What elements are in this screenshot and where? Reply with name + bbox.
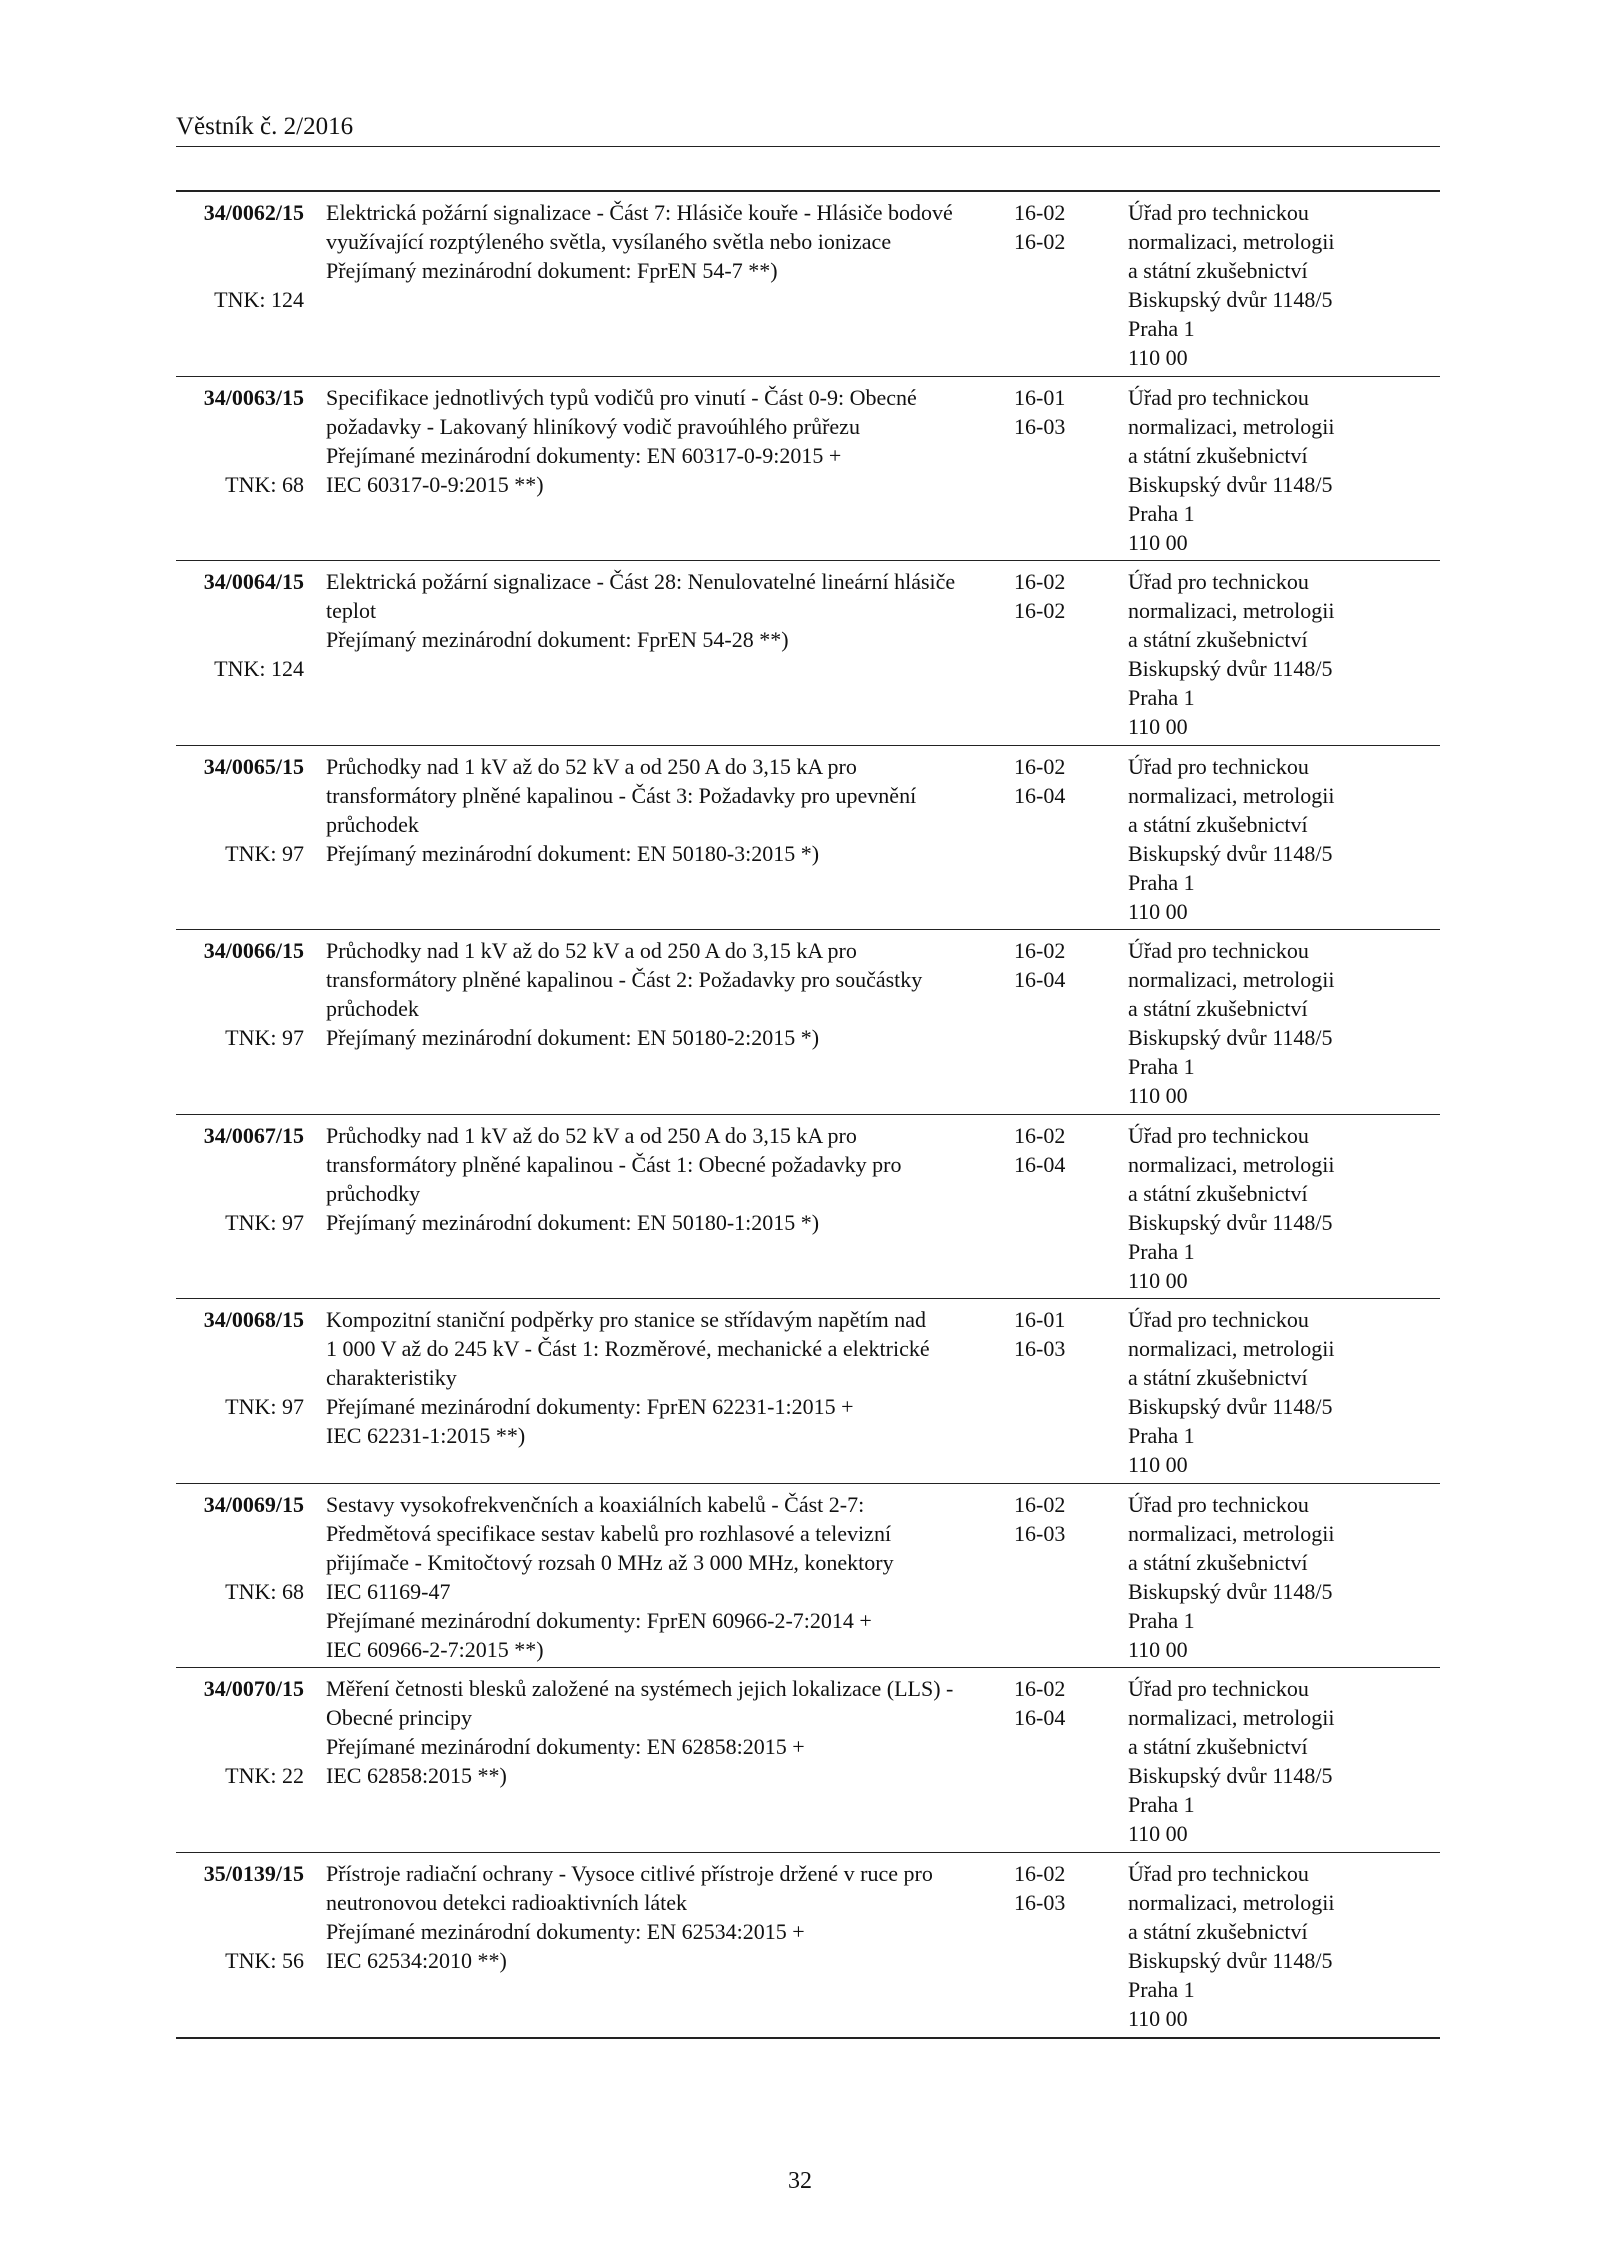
record-office-line: Praha 1: [1128, 1792, 1195, 1817]
page-number: 32: [788, 2168, 812, 2194]
record-office-line: a státní zkušebnictví: [1128, 1918, 1308, 1944]
record-office-line: normalizaci, metrologii: [1128, 1520, 1335, 1546]
record-office-line: 110 00: [1128, 2005, 1188, 2031]
record-title-line: Kompozitní staniční podpěrky pro stanice se střídavým napětím nad: [326, 1307, 926, 1332]
record-tnk: TNK: 97: [225, 1025, 304, 1050]
record-office-line: normalizaci, metrologii: [1128, 229, 1335, 254]
record-dates-cell: [1014, 377, 1100, 561]
table-row: [176, 1115, 1440, 1300]
record-date: 16-02: [1014, 1860, 1066, 1886]
record-office-line: Praha 1: [1128, 1607, 1195, 1633]
record-title-line: neutronovou detekci radioaktivních látek: [326, 1889, 688, 1915]
record-dates-cell: [1014, 1484, 1100, 1668]
record-id-cell: [176, 1115, 304, 1299]
record-office-line: Úřad pro technickou: [1128, 1676, 1309, 1701]
record-title-cell: [304, 1484, 1014, 1668]
table-row: [176, 561, 1440, 746]
record-title-cell: [304, 377, 1014, 561]
record-date: 16-04: [1014, 1151, 1066, 1177]
record-title-line: IEC 62534:2010 **): [326, 1947, 507, 1973]
record-office-line: a státní zkušebnictví: [1128, 811, 1308, 837]
record-date: 16-01: [1014, 1307, 1066, 1332]
record-title-line: Přístroje radiační ochrany - Vysoce citlivé přístroje držené v ruce pro: [326, 1860, 933, 1886]
record-date: 16-02: [1014, 1491, 1066, 1517]
record-title-cell: [304, 930, 1014, 1114]
record-id-cell: [176, 377, 304, 561]
record-office-line: Úřad pro technickou: [1128, 1307, 1309, 1332]
record-office-line: a státní zkušebnictví: [1128, 1734, 1308, 1759]
record-office-line: a státní zkušebnictví: [1128, 1549, 1308, 1575]
record-title-cell: [304, 1853, 1014, 2038]
record-office-line: Úřad pro technickou: [1128, 200, 1309, 225]
record-office-line: Praha 1: [1128, 1238, 1195, 1264]
record-date: 16-03: [1014, 1889, 1066, 1915]
record-title-line: Průchodky nad 1 kV až do 52 kV a od 250 A do 3,15 kA pro: [326, 938, 857, 963]
record-title-line: Sestavy vysokofrekvenčních a koaxiálních kabelů - Část 2-7:: [326, 1491, 865, 1517]
record-id-cell: [176, 1484, 304, 1668]
record-tnk: TNK: 97: [225, 1394, 304, 1419]
record-office-line: normalizaci, metrologii: [1128, 967, 1335, 992]
record-office-line: 110 00: [1128, 1267, 1188, 1293]
record-office-line: a státní zkušebnictví: [1128, 1180, 1308, 1206]
record-office-line: Úřad pro technickou: [1128, 1860, 1309, 1886]
record-title-line: transformátory plněné kapalinou - Část 1: Obecné požadavky pro: [326, 1151, 902, 1177]
record-title-line: Průchodky nad 1 kV až do 52 kV a od 250 A do 3,15 kA pro: [326, 1122, 857, 1148]
record-id-cell: [176, 561, 304, 745]
record-office-cell: [1100, 1484, 1335, 1668]
record-number: 34/0067/15: [203, 1122, 304, 1148]
record-office-line: Biskupský dvůr 1148/5: [1128, 656, 1333, 681]
record-title-line: Přejímané mezinárodní dokumenty: EN 62858:2015 +: [326, 1734, 805, 1759]
record-dates-cell: [1014, 746, 1100, 930]
record-office-line: Biskupský dvůr 1148/5: [1128, 471, 1333, 497]
record-office-line: 110 00: [1128, 345, 1188, 370]
record-title-line: přijímače - Kmitočtový rozsah 0 MHz až 3 000 MHz, konektory: [326, 1549, 894, 1575]
record-date: 16-01: [1014, 384, 1066, 410]
table-row: [176, 746, 1440, 931]
record-date: 16-02: [1014, 1122, 1066, 1148]
record-office-line: 110 00: [1128, 1821, 1188, 1846]
record-office-line: a státní zkušebnictví: [1128, 627, 1308, 652]
record-dates-cell: [1014, 1299, 1100, 1483]
record-title-cell: [304, 746, 1014, 930]
record-title-line: Elektrická požární signalizace - Část 28: Nenulovatelné lineární hlásiče: [326, 569, 956, 594]
record-office-line: normalizaci, metrologii: [1128, 1151, 1335, 1177]
record-office-line: 110 00: [1128, 529, 1188, 555]
table-row: [176, 930, 1440, 1115]
journal-title: Věstník č. 2/2016: [176, 113, 354, 140]
record-office-line: Praha 1: [1128, 685, 1195, 710]
record-title-cell: [304, 192, 1014, 376]
record-title-line: Přejímané mezinárodní dokumenty: FprEN 60966-2-7:2014 +: [326, 1607, 872, 1633]
record-title-line: Přejímaný mezinárodní dokument: EN 50180-2:2015 *): [326, 1025, 820, 1050]
record-number: 34/0064/15: [203, 569, 304, 594]
record-dates-cell: [1014, 1853, 1100, 2038]
record-title-line: využívající rozptýleného světla, vysílaného světla nebo ionizace: [326, 229, 892, 254]
record-office-line: Úřad pro technickou: [1128, 569, 1309, 594]
record-office-line: 110 00: [1128, 1636, 1188, 1662]
table-row: [176, 1299, 1440, 1484]
record-date: 16-02: [1014, 569, 1066, 594]
records-table: [176, 190, 1440, 2039]
record-office-line: Biskupský dvůr 1148/5: [1128, 287, 1333, 312]
record-tnk: TNK: 124: [214, 656, 304, 681]
record-office-line: Praha 1: [1128, 1976, 1195, 2002]
record-title-cell: [304, 1668, 1014, 1852]
record-office-line: Praha 1: [1128, 869, 1195, 895]
record-title-line: teplot: [326, 598, 377, 623]
record-tnk: TNK: 68: [225, 1578, 304, 1604]
record-office-line: Praha 1: [1128, 316, 1195, 341]
record-title-line: transformátory plněné kapalinou - Část 2: Požadavky pro součástky: [326, 967, 923, 992]
record-id-cell: [176, 1853, 304, 2038]
record-tnk: TNK: 22: [225, 1763, 304, 1788]
record-office-line: normalizaci, metrologii: [1128, 782, 1335, 808]
record-office-line: Praha 1: [1128, 1054, 1195, 1079]
record-title-line: Elektrická požární signalizace - Část 7: Hlásiče kouře - Hlásiče bodové: [326, 200, 953, 225]
record-office-line: Úřad pro technickou: [1128, 384, 1309, 410]
record-tnk: TNK: 68: [225, 471, 304, 497]
record-number: 34/0066/15: [203, 938, 304, 963]
record-id-cell: [176, 930, 304, 1114]
record-title-line: IEC 62858:2015 **): [326, 1763, 507, 1788]
record-title-line: Obecné principy: [326, 1705, 472, 1730]
record-date: 16-02: [1014, 938, 1066, 963]
table-row: [176, 192, 1440, 377]
record-title-line: Předmětová specifikace sestav kabelů pro rozhlasové a televizní: [326, 1520, 892, 1546]
record-office-cell: [1100, 930, 1335, 1114]
record-title-line: požadavky - Lakovaný hliníkový vodič pravoúhlého průřezu: [326, 413, 860, 439]
record-office-line: 110 00: [1128, 714, 1188, 739]
record-id-cell: [176, 1668, 304, 1852]
record-title-line: Specifikace jednotlivých typů vodičů pro vinutí - Část 0-9: Obecné: [326, 384, 917, 410]
record-office-line: Biskupský dvůr 1148/5: [1128, 1209, 1333, 1235]
record-date: 16-02: [1014, 1676, 1066, 1701]
record-office-line: normalizaci, metrologii: [1128, 1889, 1335, 1915]
record-title-line: průchodek: [326, 996, 419, 1021]
record-title-line: Přejímané mezinárodní dokumenty: EN 60317-0-9:2015 +: [326, 442, 842, 468]
record-office-line: Praha 1: [1128, 500, 1195, 526]
record-title-line: Měření četnosti blesků založené na systémech jejich lokalizace (LLS) -: [326, 1676, 954, 1701]
table-row: [176, 1668, 1440, 1853]
record-number: 35/0139/15: [203, 1860, 304, 1886]
record-number: 34/0065/15: [203, 753, 304, 779]
record-office-line: Úřad pro technickou: [1128, 1491, 1309, 1517]
record-tnk: TNK: 124: [214, 287, 304, 312]
record-office-line: Úřad pro technickou: [1128, 753, 1309, 779]
record-title-cell: [304, 1299, 1014, 1483]
record-number: 34/0069/15: [203, 1491, 304, 1517]
record-title-line: Přejímané mezinárodní dokumenty: FprEN 62231-1:2015 +: [326, 1394, 854, 1419]
record-office-cell: [1100, 192, 1335, 376]
record-title-line: Přejímaný mezinárodní dokument: FprEN 54-28 **): [326, 627, 789, 652]
record-id-cell: [176, 746, 304, 930]
record-title-line: průchodky: [326, 1180, 421, 1206]
record-tnk: TNK: 97: [225, 840, 304, 866]
record-office-cell: [1100, 1299, 1335, 1483]
record-title-line: IEC 62231-1:2015 **): [326, 1423, 526, 1448]
record-dates-cell: [1014, 1115, 1100, 1299]
record-office-line: normalizaci, metrologii: [1128, 413, 1335, 439]
record-office-line: Biskupský dvůr 1148/5: [1128, 1394, 1333, 1419]
record-office-cell: [1100, 1115, 1335, 1299]
page-header: [176, 112, 1440, 147]
record-office-line: normalizaci, metrologii: [1128, 1705, 1335, 1730]
record-dates-cell: [1014, 561, 1100, 745]
record-title-line: Přejímaný mezinárodní dokument: FprEN 54-7 **): [326, 258, 778, 283]
record-dates-cell: [1014, 930, 1100, 1114]
record-office-line: a státní zkušebnictví: [1128, 258, 1308, 283]
record-date: 16-04: [1014, 1705, 1066, 1730]
record-title-line: IEC 61169-47: [326, 1578, 451, 1604]
record-office-line: a státní zkušebnictví: [1128, 442, 1308, 468]
record-office-line: Biskupský dvůr 1148/5: [1128, 1578, 1333, 1604]
record-number: 34/0063/15: [203, 384, 304, 410]
record-number: 34/0062/15: [203, 200, 304, 225]
record-date: 16-03: [1014, 1336, 1066, 1361]
record-office-line: a státní zkušebnictví: [1128, 1365, 1308, 1390]
record-tnk: TNK: 97: [225, 1209, 304, 1235]
record-number: 34/0068/15: [203, 1307, 304, 1332]
table-row: [176, 1853, 1440, 2038]
record-date: 16-03: [1014, 413, 1066, 439]
record-title-line: transformátory plněné kapalinou - Část 3: Požadavky pro upevnění: [326, 782, 917, 808]
record-title-line: Přejímaný mezinárodní dokument: EN 50180-1:2015 *): [326, 1209, 820, 1235]
record-title-cell: [304, 1115, 1014, 1299]
record-office-line: Praha 1: [1128, 1423, 1195, 1448]
record-office-line: 110 00: [1128, 1452, 1188, 1477]
record-title-cell: [304, 561, 1014, 745]
record-date: 16-02: [1014, 200, 1066, 225]
record-dates-cell: [1014, 1668, 1100, 1852]
record-office-line: 110 00: [1128, 898, 1188, 924]
record-office-cell: [1100, 1668, 1335, 1852]
record-title-line: 1 000 V až do 245 kV - Část 1: Rozměrové, mechanické a elektrické: [326, 1336, 930, 1361]
record-office-line: Úřad pro technickou: [1128, 938, 1309, 963]
table-row: [176, 377, 1440, 562]
record-date: 16-04: [1014, 782, 1066, 808]
record-id-cell: [176, 192, 304, 376]
record-title-line: IEC 60317-0-9:2015 **): [326, 471, 544, 497]
table-row: [176, 1484, 1440, 1669]
record-title-line: IEC 60966-2-7:2015 **): [326, 1636, 544, 1662]
record-title-line: charakteristiky: [326, 1365, 457, 1390]
record-title-line: Přejímaný mezinárodní dokument: EN 50180-3:2015 *): [326, 840, 820, 866]
record-dates-cell: [1014, 192, 1100, 376]
record-title-line: průchodek: [326, 811, 419, 837]
record-title-line: Průchodky nad 1 kV až do 52 kV a od 250 A do 3,15 kA pro: [326, 753, 857, 779]
record-id-cell: [176, 1299, 304, 1483]
record-office-line: 110 00: [1128, 1083, 1188, 1108]
record-office-line: Biskupský dvůr 1148/5: [1128, 1947, 1333, 1973]
record-date: 16-02: [1014, 753, 1066, 779]
record-date: 16-02: [1014, 598, 1066, 623]
record-date: 16-03: [1014, 1520, 1066, 1546]
record-office-cell: [1100, 746, 1335, 930]
record-office-line: Biskupský dvůr 1148/5: [1128, 840, 1333, 866]
record-date: 16-04: [1014, 967, 1066, 992]
record-tnk: TNK: 56: [225, 1947, 304, 1973]
record-office-line: Biskupský dvůr 1148/5: [1128, 1025, 1333, 1050]
record-office-cell: [1100, 377, 1335, 561]
record-office-line: Úřad pro technickou: [1128, 1122, 1309, 1148]
record-date: 16-02: [1014, 229, 1066, 254]
record-office-cell: [1100, 1853, 1335, 2038]
record-office-line: a státní zkušebnictví: [1128, 996, 1308, 1021]
record-office-line: normalizaci, metrologii: [1128, 598, 1335, 623]
record-office-line: Biskupský dvůr 1148/5: [1128, 1763, 1333, 1788]
record-title-line: Přejímané mezinárodní dokumenty: EN 62534:2015 +: [326, 1918, 805, 1944]
record-office-line: normalizaci, metrologii: [1128, 1336, 1335, 1361]
record-number: 34/0070/15: [203, 1676, 304, 1701]
record-office-cell: [1100, 561, 1335, 745]
